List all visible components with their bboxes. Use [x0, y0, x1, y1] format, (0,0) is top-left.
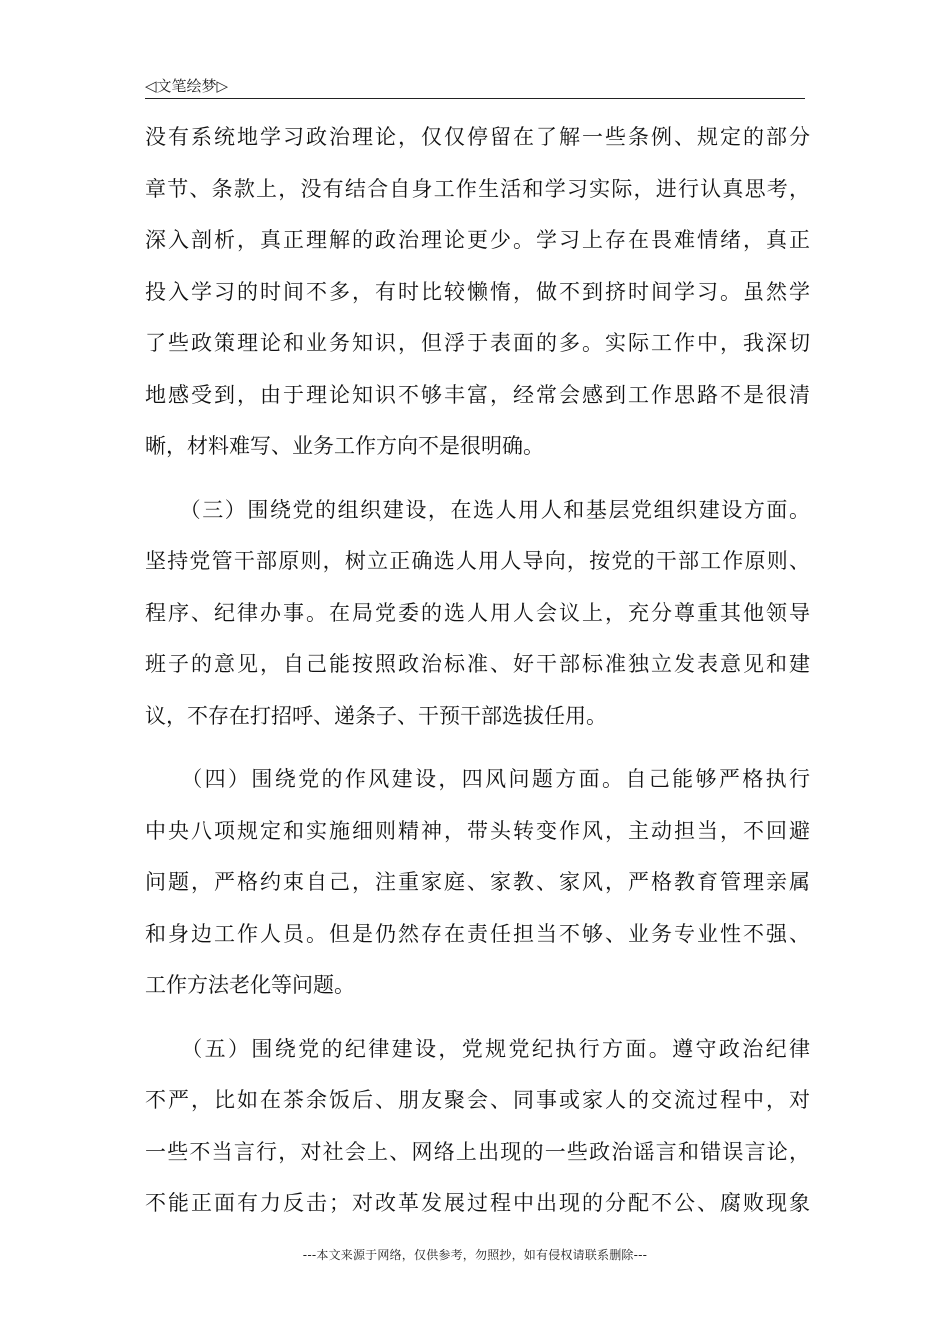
page-header	[145, 73, 805, 99]
paragraph	[145, 112, 810, 473]
text-line: 和身边工作人员。但是仍然存在责任担当不够、业务专业性不强、	[145, 921, 810, 946]
text-line: 工作方法老化等问题。	[145, 973, 355, 997]
document-body	[145, 112, 810, 1230]
text-line: 班子的意见，自己能按照政治标准、好干部标准独立发表意见和建	[145, 652, 810, 676]
text-line: （五）围绕党的纪律建设，党规党纪执行方面。遵守政治纪律	[145, 1036, 810, 1061]
text-line: 没有系统地学习政治理论，仅仅停留在了解一些条例、规定的部分	[145, 125, 810, 149]
text-line: （三）围绕党的组织建设，在选人用人和基层党组织建设方面。	[145, 497, 810, 522]
paragraph	[145, 485, 810, 743]
text-line: 深入剖析，真正理解的政治理论更少。学习上存在畏难情绪，真正	[145, 228, 810, 252]
text-line: 晰，材料难写、业务工作方向不是很明确。	[145, 434, 544, 458]
text-line: 坚持党管干部原则，树立正确选人用人导向，按党的干部工作原则、	[145, 549, 810, 573]
text-line: 不能正面有力反击；对改革发展过程中出现的分配不公、腐败现象	[145, 1191, 810, 1215]
text-line: 中央八项规定和实施细则精神，带头转变作风，主动担当，不回避	[145, 818, 810, 843]
text-line: 议，不存在打招呼、递条子、干预干部选拔任用。	[145, 703, 607, 728]
header-divider	[145, 98, 805, 99]
text-line: 一些不当言行，对社会上、网络上出现的一些政治谣言和错误言论，	[145, 1139, 810, 1164]
text-line: 地感受到，由于理论知识不够丰富，经常会感到工作思路不是很清	[145, 382, 810, 407]
paragraph	[145, 1024, 810, 1230]
header-title: ◁文笔绘梦▷	[145, 77, 229, 95]
text-line: 不严，比如在茶余饭后、朋友聚会、同事或家人的交流过程中，对	[145, 1088, 810, 1112]
page-footer: ---本文来源于网络，仅供参考，勿照抄，如有侵权请联系删除---	[302, 1248, 648, 1262]
text-line: 章节、条款上，没有结合自身工作生活和学习实际，进行认真思考，	[145, 176, 810, 201]
text-line: 程序、纪律办事。在局党委的选人用人会议上，充分尊重其他领导	[145, 600, 810, 625]
text-line: 投入学习的时间不多，有时比较懒惰，做不到挤时间学习。虽然学	[145, 279, 810, 304]
text-line: 了些政策理论和业务知识，但浮于表面的多。实际工作中，我深切	[145, 331, 810, 355]
paragraph	[145, 754, 810, 1012]
text-line: 问题，严格约束自己，注重家庭、家教、家风，严格教育管理亲属	[145, 870, 810, 894]
text-line: （四）围绕党的作风建设，四风问题方面。自己能够严格执行	[145, 767, 810, 791]
